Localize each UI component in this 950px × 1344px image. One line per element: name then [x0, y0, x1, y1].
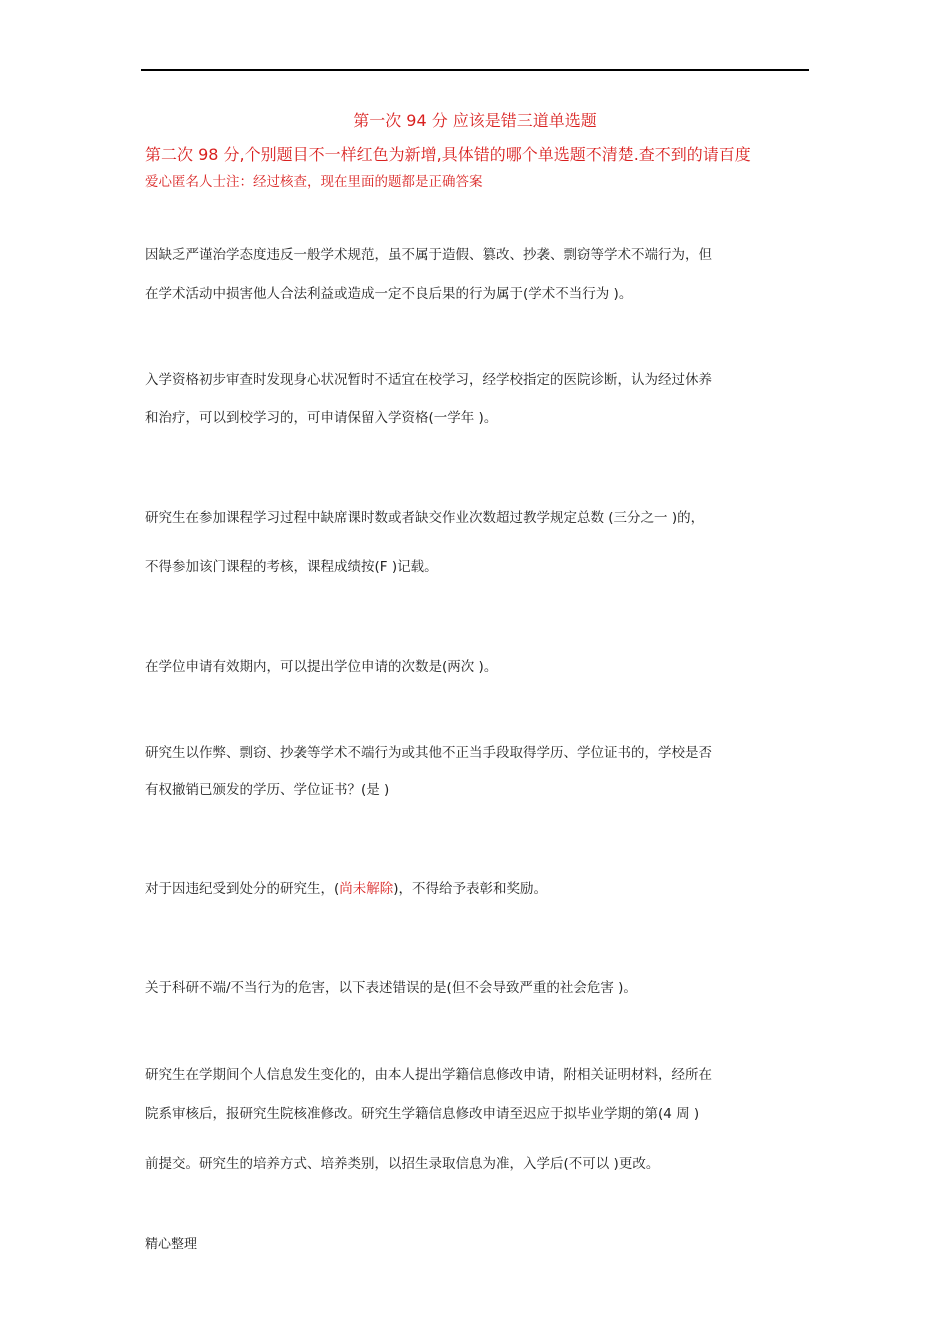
question-6-before: 对于因违纪受到处分的研究生，( [145, 881, 340, 897]
question-2-line-2: 和治疗，可以到校学习的，可申请保留入学资格(一学年 )。 [145, 410, 498, 426]
question-2-line-1: 入学资格初步审查时发现身心状况暂时不适宜在校学习，经学校指定的医院诊断，认为经过休养 [145, 372, 712, 388]
question-1-line-2: 在学术活动中损害他人合法利益或造成一定不良后果的行为属于(学术不当行为 )。 [145, 286, 633, 302]
question-6-answer: 尚未解除 [339, 881, 394, 897]
top-rule [141, 69, 809, 71]
header-line-2: 第二次 98 分,个别题目不一样红色为新增,具体错的哪个单选题不清楚.查不到的请百度 [145, 145, 751, 164]
header-line-1: 第一次 94 分 应该是错三道单选题 [353, 111, 597, 130]
question-7-line-1: 关于科研不端/不当行为的危害，以下表述错误的是(但不会导致严重的社会危害 )。 [145, 980, 637, 996]
question-3-line-1: 研究生在参加课程学习过程中缺席课时数或者缺交作业次数超过教学规定总数 (三分之一 )的， [145, 510, 705, 526]
question-8-line-1: 研究生在学期间个人信息发生变化的，由本人提出学籍信息修改申请，附相关证明材料，经所在 [145, 1067, 712, 1083]
footer-text: 精心整理 [145, 1237, 198, 1252]
question-8-line-2: 院系审核后，报研究生院核准修改。研究生学籍信息修改申请至迟应于拟毕业学期的第(4 周 ) [145, 1106, 700, 1122]
header-line-3: 爱心匿名人士注：经过核查，现在里面的题都是正确答案 [145, 174, 483, 190]
question-5-line-1: 研究生以作弊、剽窃、抄袭等学术不端行为或其他不正当手段取得学历、学位证书的，学校是否 [145, 745, 712, 761]
question-6-line-1 [145, 877, 547, 897]
question-6-after: )，不得给予表彰和奖励。 [393, 881, 548, 897]
question-1-line-1: 因缺乏严谨治学态度违反一般学术规范，虽不属于造假、篡改、抄袭、剽窃等学术不端行为，但 [145, 247, 712, 263]
question-8-line-3: 前提交。研究生的培养方式、培养类别，以招生录取信息为准，入学后(不可以 )更改。 [145, 1156, 660, 1172]
question-3-line-2: 不得参加该门课程的考核，课程成绩按(F )记载。 [145, 559, 438, 575]
question-5-line-2: 有权撤销已颁发的学历、学位证书？(是 ) [145, 782, 390, 798]
question-4-line-1: 在学位申请有效期内，可以提出学位申请的次数是(两次 )。 [145, 659, 498, 675]
